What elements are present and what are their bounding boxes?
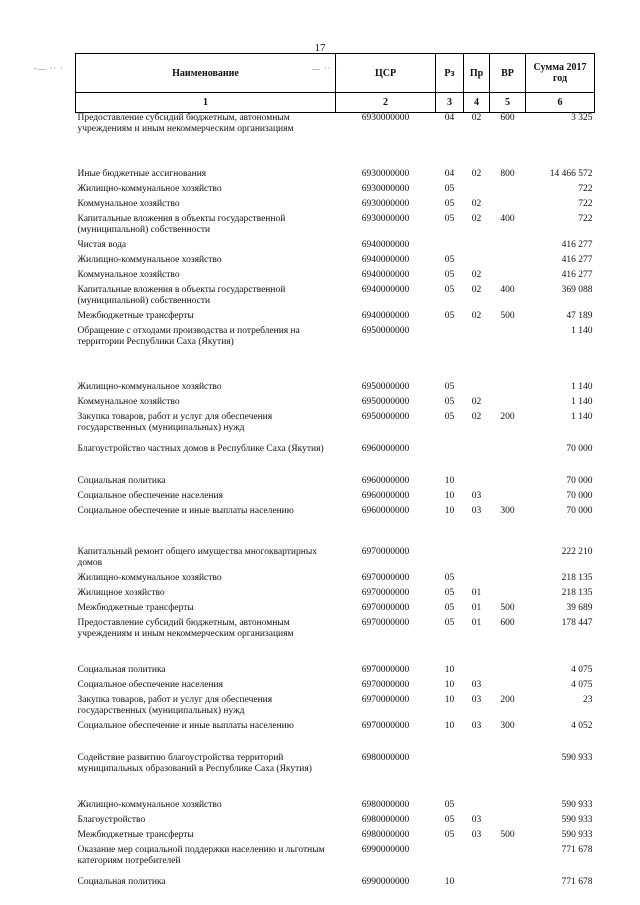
row-vr	[490, 800, 526, 815]
table-row	[76, 680, 595, 695]
row-name: Капитальные вложения в объекты государственной (муниципальной) собственности	[77, 284, 286, 306]
row-rz: 05	[444, 411, 455, 422]
row-csr: 6930000000	[361, 168, 410, 179]
row-name: Коммунальное хозяйство	[77, 396, 180, 407]
row-csr: 6960000000	[361, 490, 410, 501]
row-sum: 4 075	[571, 679, 593, 690]
row-pr: 02	[471, 310, 482, 321]
row-sum: 369 088	[561, 284, 593, 295]
column-number: 2	[336, 93, 436, 113]
row-pr	[464, 255, 490, 270]
row-rz: 05	[444, 814, 455, 825]
row-rz: 10	[444, 694, 455, 705]
row-name: Социальное обеспечение населения	[77, 490, 223, 501]
row-pr: 03	[471, 720, 482, 731]
row-name: Жилищно-коммунальное хозяйство	[77, 799, 222, 810]
row-rz	[436, 240, 464, 255]
row-vr	[490, 184, 526, 199]
table-row	[76, 815, 595, 830]
row-vr: 400	[500, 213, 515, 224]
table-row	[76, 695, 595, 721]
row-sum: 70 000	[566, 443, 593, 454]
row-pr: 02	[471, 168, 482, 179]
row-rz: 04	[444, 168, 455, 179]
row-csr: 6980000000	[361, 752, 410, 763]
row-name: Жилищно-коммунальное хозяйство	[77, 183, 222, 194]
row-sum: 23	[583, 694, 593, 705]
row-csr: 6970000000	[361, 679, 410, 690]
table-row	[76, 721, 595, 753]
table-row	[76, 476, 595, 491]
row-sum: 1 140	[571, 396, 593, 407]
row-sum: 218 135	[561, 587, 593, 598]
table-row	[76, 285, 595, 311]
row-sum: 4 052	[571, 720, 593, 731]
row-pr: 03	[471, 694, 482, 705]
row-sum: 3 325	[571, 113, 593, 123]
table-row	[76, 397, 595, 412]
row-name: Коммунальное хозяйство	[77, 269, 180, 280]
row-rz: 05	[444, 198, 455, 209]
row-rz: 05	[444, 799, 455, 810]
row-pr	[464, 240, 490, 255]
row-name: Закупка товаров, работ и услуг для обеспечения государственных (муниципальных) нужд	[77, 411, 273, 433]
column-number: 1	[76, 93, 336, 113]
row-vr: 300	[500, 505, 515, 516]
row-csr: 6950000000	[361, 396, 410, 407]
row-name: Социальная политика	[77, 664, 166, 675]
table-row	[76, 573, 595, 588]
row-name: Социальная политика	[77, 876, 166, 887]
row-pr: 03	[471, 829, 482, 840]
table-row	[76, 444, 595, 476]
row-rz: 05	[444, 310, 455, 321]
column-header-pr: Пр	[464, 54, 490, 93]
row-rz: 05	[444, 269, 455, 280]
table-row	[76, 240, 595, 255]
row-rz: 05	[444, 617, 455, 628]
table-row	[76, 665, 595, 680]
row-vr	[490, 199, 526, 214]
row-name: Иные бюджетные ассигнования	[77, 168, 207, 179]
row-rz: 05	[444, 284, 455, 295]
row-rz: 10	[444, 876, 455, 887]
row-csr: 6930000000	[361, 213, 410, 224]
table-row	[76, 877, 595, 892]
row-pr	[464, 753, 490, 800]
budget-table	[75, 53, 595, 892]
row-rz: 05	[444, 587, 455, 598]
row-rz: 05	[444, 602, 455, 613]
row-name: Социальное обеспечение населения	[77, 679, 223, 690]
row-name: Социальная политика	[77, 475, 166, 486]
row-pr	[464, 184, 490, 199]
row-rz	[436, 845, 464, 877]
table-row	[76, 382, 595, 397]
row-csr: 6970000000	[361, 572, 410, 583]
row-pr: 01	[471, 602, 482, 613]
row-sum: 70 000	[566, 475, 593, 486]
row-vr	[490, 240, 526, 255]
row-rz: 05	[444, 381, 455, 392]
row-vr	[490, 665, 526, 680]
table-row	[76, 830, 595, 845]
row-name: Благоустройство частных домов в Республике Саха (Якутия)	[77, 443, 324, 454]
column-header-sum: Сумма 2017 год	[526, 54, 595, 93]
row-vr	[490, 491, 526, 506]
row-name: Закупка товаров, работ и услуг для обеспечения государственных (муниципальных) нужд	[77, 694, 273, 716]
row-rz: 10	[444, 679, 455, 690]
row-sum: 590 933	[561, 752, 593, 763]
row-csr: 6970000000	[361, 587, 410, 598]
row-sum: 70 000	[566, 505, 593, 516]
row-rz: 05	[444, 396, 455, 407]
row-name: Социальное обеспечение и иные выплаты населению	[77, 720, 294, 731]
row-pr: 03	[471, 490, 482, 501]
row-csr: 6990000000	[361, 876, 410, 887]
row-csr: 6950000000	[361, 381, 410, 392]
column-number-row	[76, 93, 595, 113]
margin-mark-mid: — ·· ·	[312, 64, 338, 73]
row-csr: 6990000000	[361, 844, 410, 855]
row-vr	[490, 397, 526, 412]
table-row	[76, 311, 595, 326]
row-vr: 600	[500, 617, 515, 628]
table-row	[76, 255, 595, 270]
row-rz: 05	[444, 572, 455, 583]
table-row	[76, 491, 595, 506]
row-name: Жилищно-коммунальное хозяйство	[77, 572, 222, 583]
row-name: Социальное обеспечение и иные выплаты населению	[77, 505, 294, 516]
page-number: 17	[314, 42, 326, 54]
row-csr: 6970000000	[361, 720, 410, 731]
row-csr: 6970000000	[361, 546, 410, 557]
row-vr	[490, 547, 526, 573]
row-sum: 4 075	[571, 664, 593, 675]
row-vr	[490, 877, 526, 892]
row-rz: 05	[444, 213, 455, 224]
row-vr: 500	[500, 310, 515, 321]
column-header-vr: ВР	[490, 54, 526, 93]
row-csr: 6930000000	[361, 198, 410, 209]
row-vr	[490, 845, 526, 877]
row-pr: 03	[471, 814, 482, 825]
row-vr	[490, 326, 526, 382]
row-vr: 400	[500, 284, 515, 295]
column-header-rz: Рз	[436, 54, 464, 93]
row-csr: 6970000000	[361, 664, 410, 675]
row-name: Жилищно-коммунальное хозяйство	[77, 381, 222, 392]
row-pr: 02	[471, 269, 482, 280]
row-vr: 200	[500, 694, 515, 705]
row-vr	[490, 815, 526, 830]
row-sum: 39 689	[566, 602, 593, 613]
row-pr	[464, 382, 490, 397]
table-row	[76, 618, 595, 665]
row-csr: 6940000000	[361, 239, 410, 250]
row-csr: 6960000000	[361, 475, 410, 486]
row-vr: 500	[500, 829, 515, 840]
row-csr: 6930000000	[361, 183, 410, 194]
row-pr: 01	[471, 617, 482, 628]
row-rz: 05	[444, 254, 455, 265]
row-csr: 6970000000	[361, 617, 410, 628]
column-header-name: Наименование	[76, 54, 336, 93]
row-vr	[490, 588, 526, 603]
table-row	[76, 199, 595, 214]
row-pr	[464, 326, 490, 382]
column-header-csr: ЦСР	[336, 54, 436, 93]
row-csr: 6940000000	[361, 284, 410, 295]
row-name: Предоставление субсидий бюджетным, автономным учреждениям и иным некоммерческим организациям	[77, 617, 294, 639]
table-row	[76, 547, 595, 573]
row-rz: 10	[444, 664, 455, 675]
row-rz: 10	[444, 475, 455, 486]
table-row	[76, 506, 595, 547]
table-body	[76, 113, 595, 892]
row-pr: 02	[471, 411, 482, 422]
row-sum: 47 189	[566, 310, 593, 321]
table-row	[76, 603, 595, 618]
row-sum: 416 277	[561, 254, 593, 265]
row-vr	[490, 753, 526, 800]
table-row	[76, 412, 595, 444]
row-vr	[490, 270, 526, 285]
row-rz: 05	[444, 183, 455, 194]
row-csr: 6940000000	[361, 254, 410, 265]
column-number: 4	[464, 93, 490, 113]
row-name: Предоставление субсидий бюджетным, автономным учреждениям и иным некоммерческим организациям	[77, 113, 294, 134]
row-rz	[436, 444, 464, 476]
row-pr	[464, 476, 490, 491]
row-vr	[490, 476, 526, 491]
row-vr	[490, 382, 526, 397]
row-csr: 6960000000	[361, 443, 410, 454]
row-rz	[436, 753, 464, 800]
row-sum: 771 678	[561, 876, 593, 887]
row-vr: 500	[500, 602, 515, 613]
row-name: Капитальный ремонт общего имущества многоквартирных домов	[77, 546, 317, 568]
row-csr: 6950000000	[361, 411, 410, 422]
row-sum: 416 277	[561, 269, 593, 280]
row-vr: 600	[500, 113, 515, 123]
row-sum: 1 140	[571, 325, 593, 336]
row-pr	[464, 547, 490, 573]
table-row	[76, 184, 595, 199]
row-pr	[464, 573, 490, 588]
row-rz: 10	[444, 505, 455, 516]
table-row	[76, 326, 595, 382]
row-sum: 70 000	[566, 490, 593, 501]
table-header-row	[76, 54, 595, 93]
table-row	[76, 845, 595, 877]
row-rz: 10	[444, 720, 455, 731]
table-row	[76, 113, 595, 169]
row-name: Жилищно-коммунальное хозяйство	[77, 254, 222, 265]
row-sum: 178 447	[561, 617, 593, 628]
column-number: 3	[436, 93, 464, 113]
row-vr: 200	[500, 411, 515, 422]
row-sum: 218 135	[561, 572, 593, 583]
row-sum: 590 933	[561, 814, 593, 825]
row-pr: 03	[471, 679, 482, 690]
row-pr: 02	[471, 213, 482, 224]
row-csr: 6970000000	[361, 694, 410, 705]
row-name: Коммунальное хозяйство	[77, 198, 180, 209]
table-row	[76, 214, 595, 240]
table-row	[76, 588, 595, 603]
row-name: Содействие развитию благоустройства территорий муниципальных образований в Республике Саха (Якутия)	[77, 752, 312, 774]
row-pr: 02	[471, 284, 482, 295]
row-rz: 04	[444, 113, 455, 123]
row-csr: 6930000000	[361, 113, 410, 123]
row-pr: 02	[471, 113, 482, 123]
margin-mark-left: -— ·· ·	[34, 64, 64, 73]
row-sum: 590 933	[561, 799, 593, 810]
row-name: Благоустройство	[77, 814, 146, 825]
row-sum: 1 140	[571, 381, 593, 392]
row-rz	[436, 326, 464, 382]
row-pr	[464, 800, 490, 815]
table-row	[76, 753, 595, 800]
row-pr	[464, 444, 490, 476]
row-csr: 6950000000	[361, 325, 410, 336]
row-pr	[464, 845, 490, 877]
row-rz: 05	[444, 829, 455, 840]
row-vr	[490, 680, 526, 695]
row-csr: 6960000000	[361, 505, 410, 516]
row-vr	[490, 255, 526, 270]
row-sum: 416 277	[561, 239, 593, 250]
row-name: Межбюджетные трансферты	[77, 829, 194, 840]
table-row	[76, 270, 595, 285]
row-name: Обращение с отходами производства и потребления на территории Республики Саха (Якутия)	[77, 325, 300, 347]
row-vr	[490, 444, 526, 476]
row-sum: 14 466 572	[549, 168, 593, 179]
row-name: Капитальные вложения в объекты государственной (муниципальной) собственности	[77, 213, 286, 235]
column-number: 5	[490, 93, 526, 113]
row-csr: 6980000000	[361, 799, 410, 810]
column-number: 6	[526, 93, 595, 113]
row-sum: 722	[578, 213, 593, 224]
row-name: Жилищное хозяйство	[77, 587, 165, 598]
row-rz	[436, 547, 464, 573]
row-name: Оказание мер социальной поддержки населению и льготным категориям потребителей	[77, 844, 325, 866]
row-sum: 722	[578, 198, 593, 209]
row-name: Чистая вода	[77, 239, 127, 250]
row-pr: 02	[471, 198, 482, 209]
row-csr: 6970000000	[361, 602, 410, 613]
row-vr: 800	[500, 168, 515, 179]
row-csr: 6980000000	[361, 814, 410, 825]
row-name: Межбюджетные трансферты	[77, 310, 194, 321]
row-vr	[490, 573, 526, 588]
row-csr: 6980000000	[361, 829, 410, 840]
row-pr: 01	[471, 587, 482, 598]
row-rz: 10	[444, 490, 455, 501]
row-csr: 6940000000	[361, 310, 410, 321]
row-pr	[464, 877, 490, 892]
row-sum: 222 210	[561, 546, 593, 557]
row-pr	[464, 665, 490, 680]
row-pr: 03	[471, 505, 482, 516]
row-sum: 1 140	[571, 411, 593, 422]
row-sum: 771 678	[561, 844, 593, 855]
row-sum: 590 933	[561, 829, 593, 840]
table-row	[76, 169, 595, 184]
row-name: Межбюджетные трансферты	[77, 602, 194, 613]
row-vr: 300	[500, 720, 515, 731]
row-csr: 6940000000	[361, 269, 410, 280]
row-pr: 02	[471, 396, 482, 407]
table-row	[76, 800, 595, 815]
row-sum: 722	[578, 183, 593, 194]
